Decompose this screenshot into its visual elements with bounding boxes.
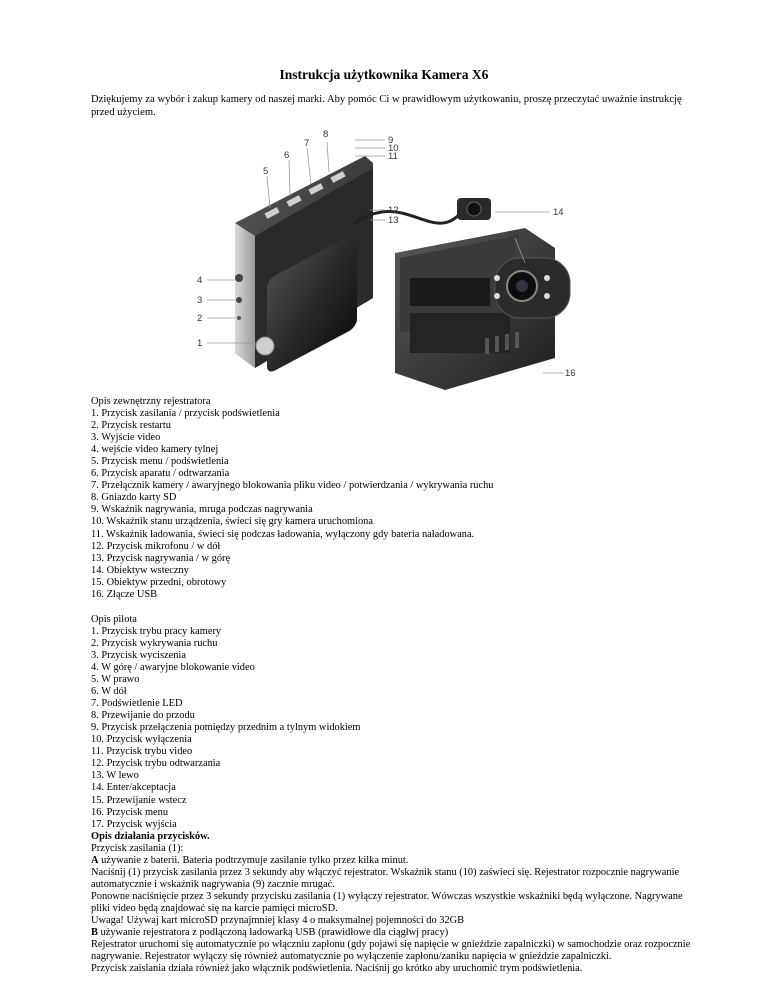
list-item: 14. Obiektyw wsteczny xyxy=(91,564,189,576)
callout-7: 7 xyxy=(304,138,310,149)
list-item: 4. W górę / awaryjne blokowanie video xyxy=(91,661,255,673)
callout-10: 10 xyxy=(388,143,399,154)
list-item: 9. Wskaźnik nagrywania, mruga podczas nagrywania xyxy=(91,504,313,516)
list-item: 2. Przycisk restartu xyxy=(91,420,171,432)
mode-b-text: używanie rejestratora z podłączoną ładowarką USB (prawidłowe dla ciągłwj pracy) xyxy=(97,927,449,939)
paragraph: Ponowne naciśnięcie przez 3 sekundy przycisku zasilania (1) wyłączy rejestrator. Wówczas wszystkie wskaźniki będą wyłączone. Nagrywane pliki video będą znajdować się na karcie pamięci microSD. xyxy=(91,890,683,914)
callout-5: 5 xyxy=(263,166,269,177)
mode-a-letter: A xyxy=(91,854,99,866)
intro-paragraph: Dziękujemy za wybór i zakup kamery od naszej marki. Aby pomóc Ci w prawidłowym użytkowaniu, proszę przeczytać uważnie instrukcję przed użyciem. xyxy=(91,94,682,118)
list-item: 12. Przycisk trybu odtwarzania xyxy=(91,758,221,770)
list-item: 8. Gniazdo karty SD xyxy=(91,492,177,504)
callout-2: 2 xyxy=(197,313,203,324)
list-item: 5. W prawo xyxy=(91,674,140,686)
external-heading: Opis zewnętrzny rejestratora xyxy=(91,396,211,407)
mode-a-text: używanie z baterii. Bateria podtrzymuje zasilanie tylko przez kilka minut. xyxy=(98,854,409,866)
mode-a-paragraph xyxy=(91,855,697,867)
list-item: 16. Przycisk menu xyxy=(91,806,169,818)
mode-b-letter: B xyxy=(91,927,98,939)
operation-heading: Opis działania przycisków. xyxy=(91,830,210,842)
callout-14: 14 xyxy=(553,207,564,218)
list-item: 10. Przycisk wyłączenia xyxy=(91,734,192,746)
list-item: 4. wejście video kamery tylnej xyxy=(91,444,219,456)
list-item: 6. Przycisk aparatu / odtwarzania xyxy=(91,468,230,480)
list-item: 10. Wskaźnik stanu urządzenia, świeci się gry kamera uruchomiona xyxy=(91,516,373,528)
list-item: 12. Przycisk mikrofonu / w dół xyxy=(91,540,221,552)
list-item: 14. Enter/akceptacja xyxy=(91,782,176,794)
list-item: 7. Przełącznik kamery / awaryjnego blokowania pliku video / potwierdzania / wykrywania ruchu xyxy=(91,480,494,492)
list-item: 7. Podświetlenie LED xyxy=(91,698,183,710)
callout-6: 6 xyxy=(284,150,290,161)
callout-labels xyxy=(195,128,590,396)
instruction-body xyxy=(91,396,697,975)
callout-11: 11 xyxy=(388,151,398,162)
warning-paragraph: Uwaga! Używaj kart microSD przynajmniej klasy 4 o maksymalnej pojemności do 32GB xyxy=(91,914,465,926)
list-item: 3. Przycisk wyciszenia xyxy=(91,649,186,661)
callout-4: 4 xyxy=(197,275,203,286)
callout-1: 1 xyxy=(197,338,203,349)
list-item: 1. Przycisk trybu pracy kamery xyxy=(91,625,222,637)
list-item: 13. Przycisk nagrywania / w górę xyxy=(91,552,231,564)
document-title: Instrukcja użytkownika Kamera X6 xyxy=(279,67,489,82)
list-item: 5. Przycisk menu / podświetlenia xyxy=(91,456,229,468)
callout-13: 13 xyxy=(388,215,399,226)
callout-9: 9 xyxy=(388,135,394,146)
paragraph: Przycisk zaislania działa również jako włącznik podświetlenia. Naciśnij go krótko aby uruchomić trym podświetlenia. xyxy=(91,963,583,975)
paragraph: Rejestrator uruchomi się automatycznie po włączniu zapłonu (gdy pojawi się napięcie w gnieździe zapalniczki) w samochodzie oraz rozpocznie nagrywanie. Rejestrator wyłączy się również automatycznie po wyłączenie zapłonu/zaniku napięcia w gnieździe zapalniczki. xyxy=(91,939,691,963)
power-button-label: Przycisk zasilania (1): xyxy=(91,842,184,854)
list-item: 11. Wskaźnik ładowania, świeci się podczas ładowania, wyłączony gdy bateria naładowana. xyxy=(91,528,475,540)
list-item: 17. Przycisk wyjścia xyxy=(91,818,177,830)
callout-8: 8 xyxy=(323,129,329,140)
list-item: 16. Złącze USB xyxy=(91,588,158,600)
list-item: 9. Przycisk przełączenia pomiędzy przednim a tylnym widokiem xyxy=(91,722,361,734)
list-item: 13. W lewo xyxy=(91,770,139,782)
list-item: 6. W dół xyxy=(91,686,127,698)
section-spacer xyxy=(91,601,697,614)
list-item: 8. Przewijanie do przodu xyxy=(91,710,195,722)
paragraph: Naciśnij (1) przycisk zasilania przez 3 sekundy aby włączyć rejestrator. Wskaźnik stanu (10) zaświeci się. Rejestrator rozpocznie nagrywanie automatycznie i wskaźnik nagrywania (9) zacznie mrugać. xyxy=(91,866,680,890)
callout-16: 16 xyxy=(565,368,576,379)
list-item: 3. Wyjście video xyxy=(91,432,161,444)
list-item: 11. Przycisk trybu video xyxy=(91,746,193,758)
remote-heading: Opis pilota xyxy=(91,613,137,625)
list-item: 1. Przycisk zasilania / przycisk podświetlenia xyxy=(91,408,280,420)
list-item: 15. Obiektyw przedni, obrotowy xyxy=(91,576,227,588)
callout-3: 3 xyxy=(197,295,203,306)
list-item: 2. Przycisk wykrywania ruchu xyxy=(91,637,218,649)
mode-b-paragraph xyxy=(91,927,697,939)
callout-12: 12 xyxy=(388,205,399,216)
camera-product-photo xyxy=(195,128,590,396)
callout-15: 15 xyxy=(508,230,519,241)
list-item: 15. Przewijanie wstecz xyxy=(91,794,187,806)
